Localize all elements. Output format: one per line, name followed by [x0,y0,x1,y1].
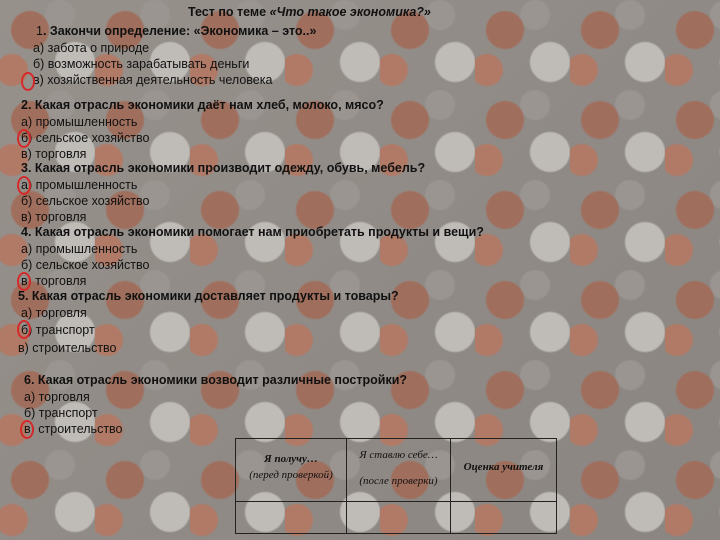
answer-circle-mark [17,320,31,339]
q2-option-b[interactable]: б) сельское хозяйство [21,131,150,145]
question-1-number: 1 [36,24,43,38]
q4-option-c[interactable]: в) торговля [21,274,87,288]
q1-option-b[interactable]: б) возможность зарабатывать деньги [33,57,250,71]
q4-option-a[interactable]: а) промышленность [21,242,138,256]
q3-option-a[interactable]: а) промышленность [21,178,138,192]
col-teacher-title: Оценка учителя [463,461,544,473]
question-4: 4. Какая отрасль экономики помогает нам приобретать продукты и вещи? [21,225,484,239]
col-expected-title: Я получу… [264,453,318,465]
q5-option-a[interactable]: а) торговля [21,306,87,320]
q2-option-c[interactable]: в) торговля [21,147,87,161]
question-1-text: . Закончи определение: «Экономика – это..» [42,24,317,38]
q1-option-a[interactable]: а) забота о природе [33,41,150,55]
col-self-sub: (после проверки) [359,475,438,487]
col-self-title: Я ставлю себе… [359,449,438,461]
q2-option-a[interactable]: а) промышленность [21,115,138,129]
q5-option-b[interactable]: б) транспорт [21,323,95,337]
question-5: 5. Какая отрасль экономики доставляет продукты и товары? [18,289,399,303]
answer-circle-mark [17,129,31,148]
q6-option-a[interactable]: а) торговля [24,390,90,404]
self-assessment-table [235,438,557,534]
q3-option-b[interactable]: б) сельское хозяйство [21,194,150,208]
q6-option-c[interactable]: в) строительство [24,422,123,436]
q6-option-b[interactable]: б) транспорт [24,406,98,420]
answer-circle-mark [20,420,34,439]
col-expected-sub: (перед проверкой) [249,469,333,481]
title-prefix: Тест по теме [188,5,270,19]
answer-circle-mark [21,72,35,91]
q3-option-c[interactable]: в) торговля [21,210,87,224]
col-teacher-grade [450,439,556,502]
col-self-grade [346,439,450,502]
answer-circle-mark [17,176,31,195]
col-expected-grade [236,439,347,502]
question-6: 6. Какая отрасль экономики возводит различные постройки? [24,373,408,387]
question-1 [36,23,316,39]
page-title [188,4,431,20]
cell-self-grade[interactable] [346,502,450,534]
question-3: 3. Какая отрасль экономики производит одежду, обувь, мебель? [21,161,426,175]
question-2: 2. Какая отрасль экономики даёт нам хлеб, молоко, мясо? [21,98,384,112]
q1-option-c[interactable]: в) хозяйственная деятельность человека [33,73,273,87]
q4-option-b[interactable]: б) сельское хозяйство [21,258,150,272]
q5-option-c[interactable]: в) строительство [18,341,117,355]
title-topic: «Что такое экономика?» [269,5,431,19]
cell-expected-grade[interactable] [236,502,347,534]
cell-teacher-grade[interactable] [450,502,556,534]
